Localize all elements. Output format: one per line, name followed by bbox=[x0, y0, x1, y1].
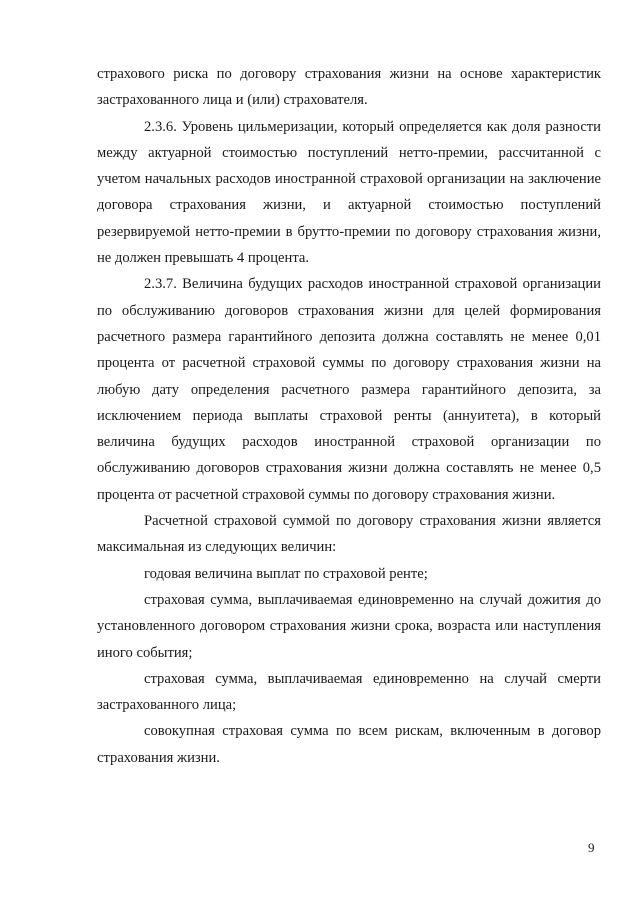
list-item-total-sum: совокупная страховая сумма по всем рискам, включенным в договор страхования жизни. bbox=[97, 723, 601, 766]
paragraph-continuation: страхового риска по договору страхования жизни на основе характеристик застрахованного лица и (или) страхователя. bbox=[97, 66, 601, 109]
page-number: 9 bbox=[588, 840, 595, 855]
list-item-survival-sum: страховая сумма, выплачиваемая единовременно на случай дожития до установленного договором страхования жизни срока, возраста или наступления иного события; bbox=[97, 591, 601, 661]
paragraph-2-3-7: 2.3.7. Величина будущих расходов иностранной страховой организации по обслуживанию договоров страхования жизни для целей формирования расчетного размера гарантийного депозита должна составлять не менее 0,01 процента от расчетной страховой суммы по договору страхования жизни на любую дату определения расчетного размера гарантийного депозита, за исключением периода выплаты страховой ренты (аннуитета), в который величина будущих расходов иностранной страховой организации по обслуживанию договоров страхования жизни должна составлять не менее 0,5 процента от расчетной страховой суммы по договору страхования жизни. bbox=[97, 276, 601, 503]
body-text bbox=[97, 61, 601, 771]
paragraph-2-3-6: 2.3.6. Уровень цильмеризации, который определяется как доля разности между актуарной стоимостью поступлений нетто-премии, рассчитанной с учетом начальных расходов иностранной страховой организации на заключение договора страхования жизни, и актуарной стоимостью поступлений резервируемой нетто-премии в брутто-премии по договору страхования жизни, не должен превышать 4 процента. bbox=[97, 118, 601, 267]
list-item-annual-annuity: годовая величина выплат по страховой ренте; bbox=[144, 565, 428, 582]
list-item-death-sum: страховая сумма, выплачиваемая единовременно на случай смерти застрахованного лица; bbox=[97, 670, 601, 714]
paragraph-calculated-sum: Расчетной страховой суммой по договору страхования жизни является максимальная из следующих величин: bbox=[97, 513, 601, 556]
